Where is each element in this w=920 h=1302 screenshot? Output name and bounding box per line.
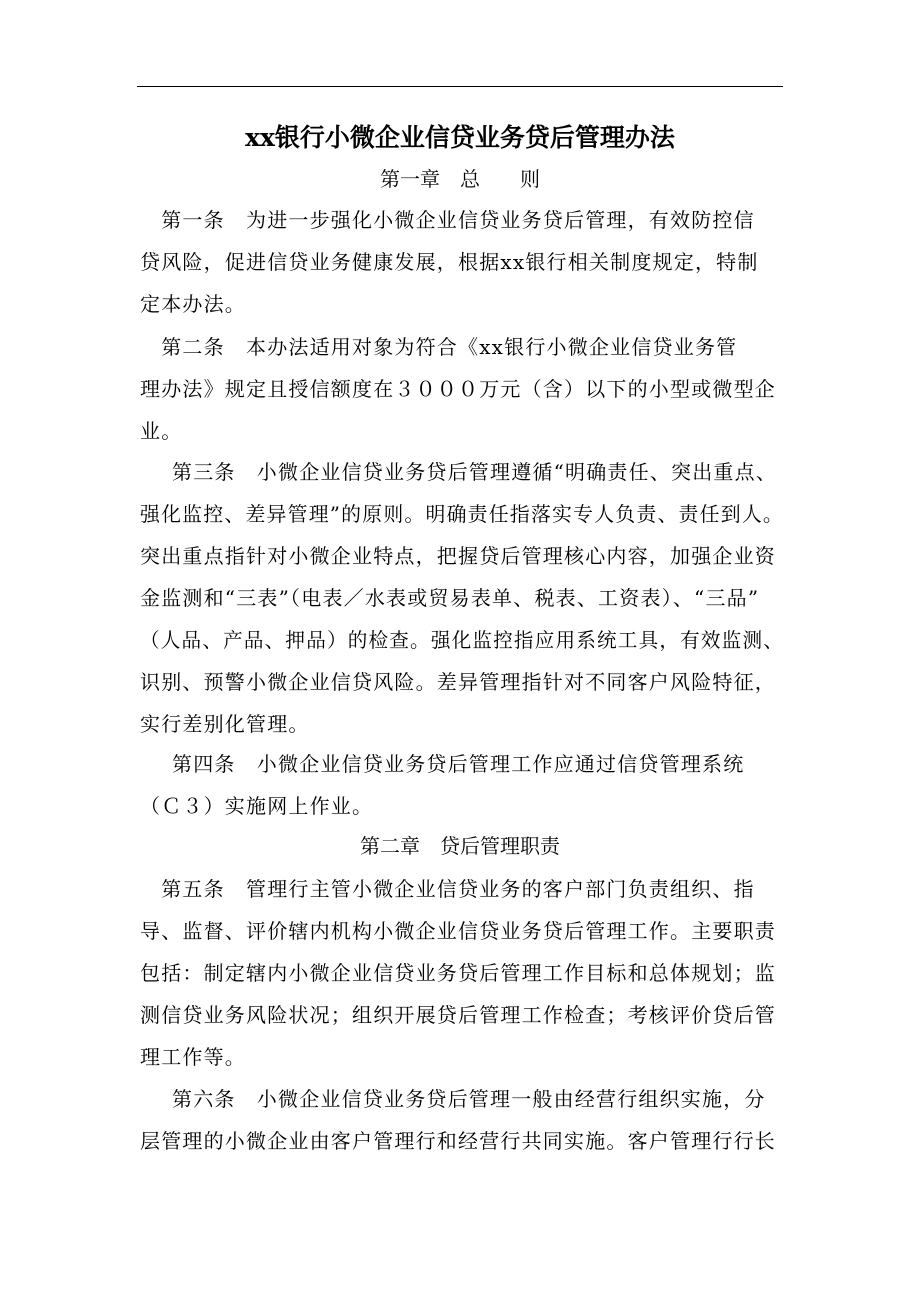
article-6 [140, 1078, 784, 1162]
text-line: 测信贷业务风险状况；组织开展贷后管理工作检查；考核评价贷后管 [140, 1003, 776, 1027]
text-line: 第六条 小微企业信贷业务贷后管理一般由经营行组织实施，分 [172, 1087, 766, 1111]
article-2 [140, 326, 784, 452]
text-line: （Ｃ３）实施网上作业。 [140, 794, 374, 818]
text-line: 贷风险，促进信贷业务健康发展，根据xx银行相关制度规定，特制 [140, 250, 759, 274]
text-line: 定本办法。 [140, 292, 246, 316]
article-5 [140, 868, 784, 1078]
text-line: 突出重点指针对小微企业特点，把握贷后管理核心内容，加强企业资 [140, 544, 776, 568]
text-line: 导、监督、评价辖内机构小微企业信贷业务贷后管理工作。主要职责 [140, 919, 776, 943]
chapter-1-heading: 第一章 总 则 [380, 167, 540, 191]
document-title: xx银行小微企业信贷业务贷后管理办法 [245, 123, 675, 152]
article-3 [140, 451, 784, 745]
text-line: 金监测和“三表”（电表／水表或贸易表单、税表、工资表）、“三品” [140, 586, 760, 610]
article-1 [140, 199, 784, 325]
header-rule [137, 86, 783, 87]
text-line: （人品、产品、押品）的检查。强化监控指应用系统工具，有效监测、 [140, 628, 784, 652]
text-line: 第二条 本办法适用对象为符合《xx银行小微企业信贷业务管 [140, 335, 738, 359]
text-line: 包括：制定辖内小微企业信贷业务贷后管理工作目标和总体规划；监 [140, 961, 776, 985]
text-line: 层管理的小微企业由客户管理行和经营行共同实施。客户管理行行长 [140, 1129, 776, 1153]
text-line: 第三条 小微企业信贷业务贷后管理遵循“明确责任、突出重点、 [172, 460, 778, 484]
chapter-2-heading: 第二章 贷后管理职责 [360, 834, 560, 858]
text-line: 识别、预警小微企业信贷风险。差异管理指针对不同客户风险特征， [140, 670, 776, 694]
text-line: 第四条 小微企业信贷业务贷后管理工作应通过信贷管理系统 [172, 752, 745, 776]
text-line: 强化监控、差异管理”的原则。明确责任指落实专人负责、责任到人。 [140, 502, 785, 526]
text-line: 第五条 管理行主管小微企业信贷业务的客户部门负责组织、指 [140, 877, 755, 901]
text-line: 业。 [140, 419, 183, 443]
text-line: 理工作等。 [140, 1045, 246, 1069]
text-line: 理办法》规定且授信额度在３０００万元（含）以下的小型或微型企 [140, 377, 776, 401]
article-4 [140, 743, 784, 827]
text-line: 第一条 为进一步强化小微企业信贷业务贷后管理，有效防控信 [140, 208, 755, 232]
text-line: 实行差别化管理。 [140, 712, 310, 736]
